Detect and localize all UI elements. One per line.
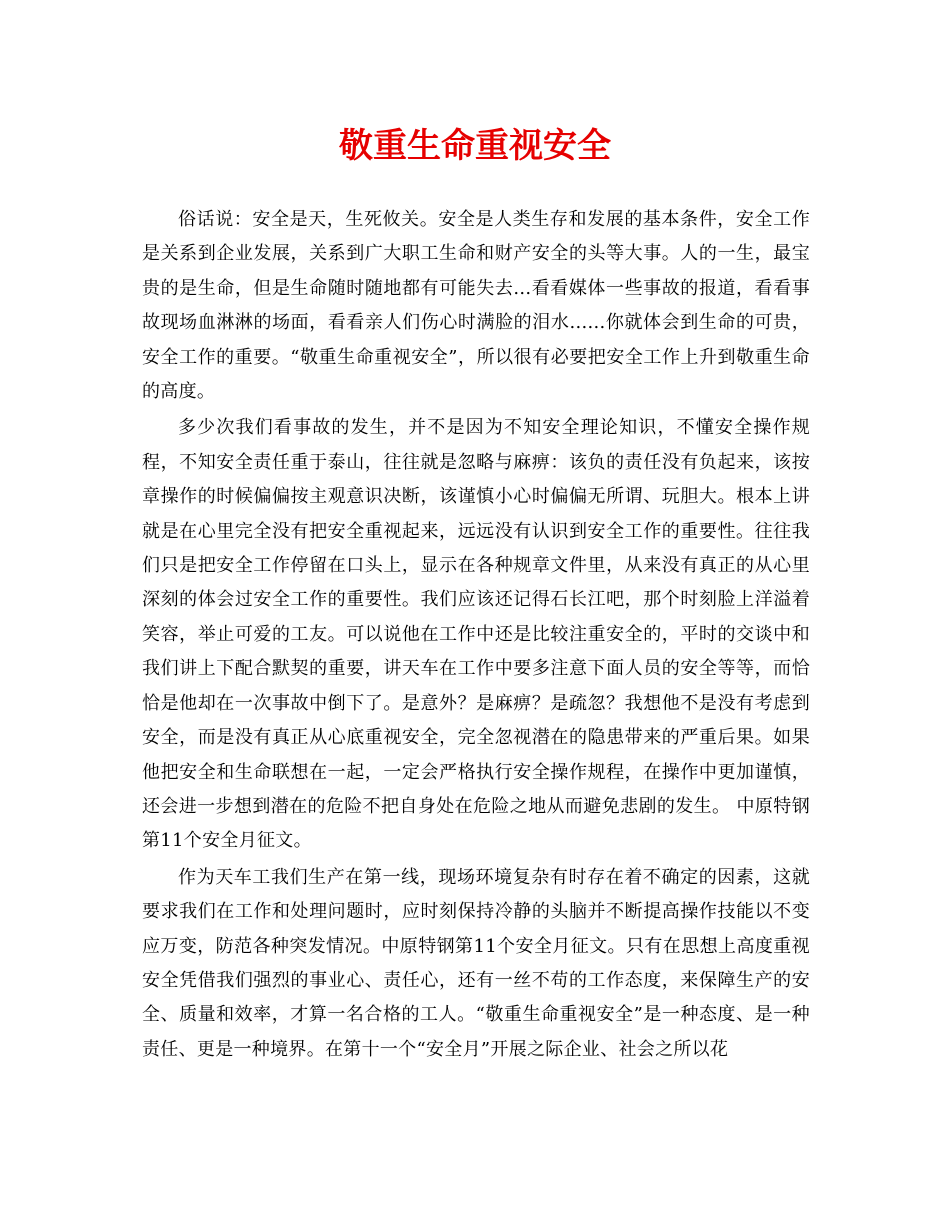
- document-body: [142, 203, 810, 1069]
- paragraph-3: 作为天车工我们生产在第一线，现场环境复杂有时存在着不确定的因素，这就要求我们在工作和处理问题时，应时刻保持冷静的头脑并不断提高操作技能以不变应万变，防范各种突发情况。中原特钢第11个安全月征文。只有在思想上高度重视安全凭借我们强烈的事业心、责任心，还有一丝不苟的工作态度，来保障生产的安全、质量和效率，才算一名合格的工人。“敬重生命重视安全”是一种态度、是一种责任、更是一种境界。在第十一个“安全月”开展之际企业、社会之所以花: [142, 866, 810, 1060]
- document-title: 敬重生命重视安全: [339, 126, 611, 166]
- paragraph-2: 多少次我们看事故的发生，并不是因为不知安全理论知识，不懂安全操作规程，不知安全责任重于泰山，往往就是忽略与麻痹：该负的责任没有负起来，该按章操作的时候偏偏按主观意识决断，该谨慎小心时偏偏无所谓、玩胆大。根本上讲就是在心里完全没有把安全重视起来，远远没有认识到安全工作的重要性。往往我们只是把安全工作停留在口头上，显示在各种规章文件里，从来没有真正的从心里深刻的体会过安全工作的重要性。我们应该还记得石长江吧，那个时刻脸上洋溢着笑容，举止可爱的工友。可以说他在工作中还是比较注重安全的，平时的交谈中和我们讲上下配合默契的重要，讲天车在工作中要多注意下面人员的安全等等，而恰恰是他却在一次事故中倒下了。是意外？是麻痹？是疏忽？我想他不是没有考虑到安全，而是没有真正从心底重视安全，完全忽视潜在的隐患带来的严重后果。如果他把安全和生命联想在一起，一定会严格执行安全操作规程，在操作中更加谨慎，还会进一步想到潜在的危险不把自身处在危险之地从而避免悲剧的发生。 中原特钢第11个安全月征文。: [142, 417, 810, 852]
- paragraph-1: 俗话说：安全是天，生死攸关。安全是人类生存和发展的基本条件，安全工作是关系到企业发展，关系到广大职工生命和财产安全的头等大事。人的一生，最宝贵的是生命，但是生命随时随地都有可能失去...看看媒体一些事故的报道，看看事故现场血淋淋的场面，看看亲人们伤心时满脸的泪水......你就体会到生命的可贵，安全工作的重要。“敬重生命重视安全”，所以很有必要把安全工作上升到敬重生命的高度。: [142, 209, 810, 403]
